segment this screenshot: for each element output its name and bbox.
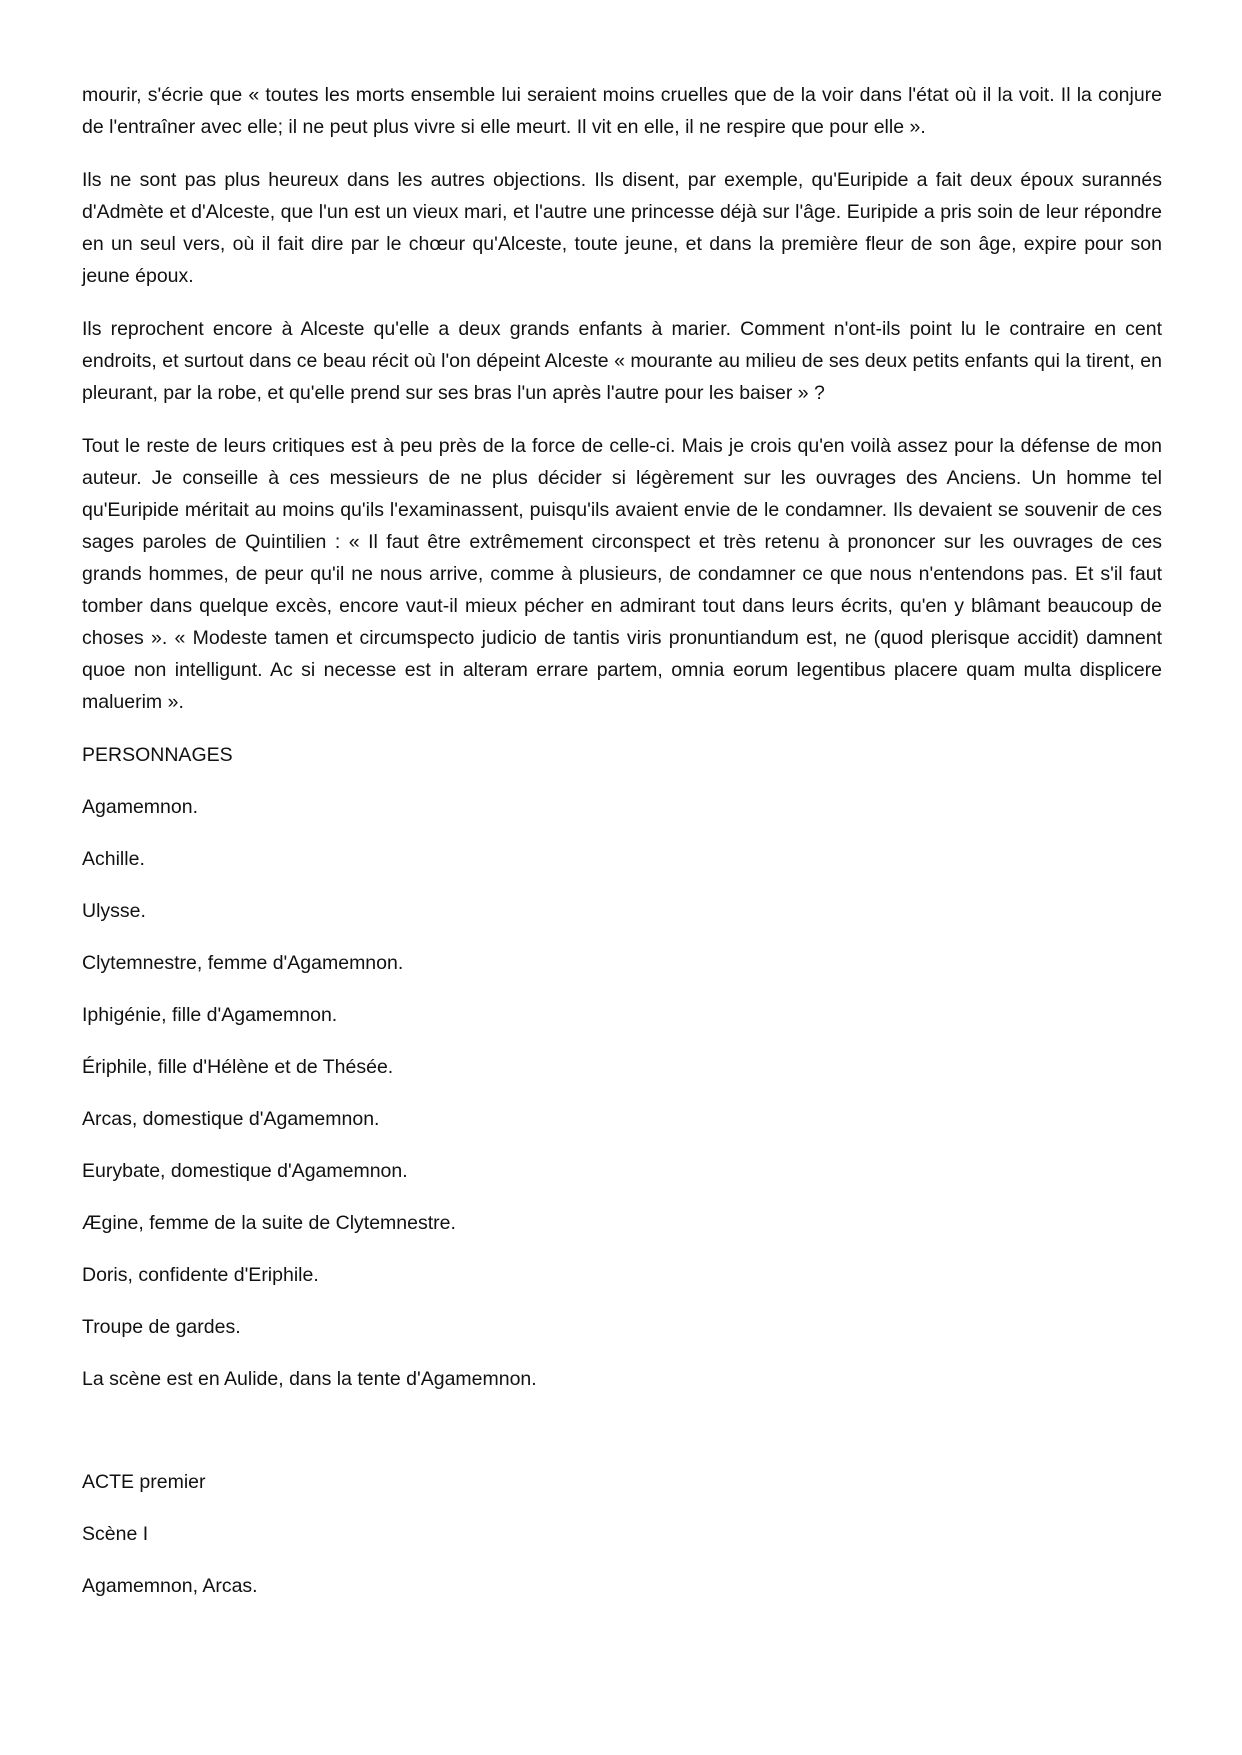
personnage-item: Troupe de gardes.: [82, 1316, 241, 1338]
personnage-item: Ulysse.: [82, 900, 146, 922]
personnages-heading: PERSONNAGES: [82, 744, 233, 766]
paragraph: Ils reprochent encore à Alceste qu'elle a deux grands enfants à marier. Comment n'ont-ils point lu le contraire en cent endroits, et surtout dans ce beau récit où l'on dépeint Alceste « mourante au milieu de ses deux petits enfants qui la tirent, en pleurant, par la robe, et qu'elle prend sur ses bras l'un après l'autre pour les baiser » ?: [82, 318, 1162, 404]
personnage-item: Agamemnon.: [82, 796, 198, 818]
personnage-item: Eurybate, domestique d'Agamemnon.: [82, 1160, 408, 1182]
page-content: [82, 79, 1162, 1622]
paragraph: Tout le reste de leurs critiques est à peu près de la force de celle-ci. Mais je crois qu'en voilà assez pour la défense de mon auteur. Je conseille à ces messieurs de ne plus décider si légèrement sur les ouvrages des Anciens. Un homme tel qu'Euripide méritait au moins qu'ils l'examinassent, puisqu'ils avaient envie de le condamner. Ils devaient se souvenir de ces sages paroles de Quintilien : « Il faut être extrêmement circonspect et très retenu à prononcer sur les ouvrages de ces grands hommes, de peur qu'il ne nous arrive, comme à plusieurs, de condamner ce que nous n'entendons pas. Et s'il faut tomber dans quelque excès, encore vaut-il mieux pécher en admirant tout dans leurs écrits, qu'en y blâmant beaucoup de choses ». « Modeste tamen et circumspecto judicio de tantis viris pronuntiandum est, ne (quod plerisque accidit) damnent quoe non intelligunt. Ac si necesse est in alteram errare partem, omnia eorum legentibus placere quam multa displicere maluerim ».: [82, 435, 1162, 713]
personnage-item: Ægine, femme de la suite de Clytemnestre.: [82, 1212, 456, 1234]
personnage-item: Arcas, domestique d'Agamemnon.: [82, 1108, 380, 1130]
personnage-item: Iphigénie, fille d'Agamemnon.: [82, 1004, 338, 1026]
personnage-item: Ériphile, fille d'Hélène et de Thésée.: [82, 1056, 394, 1078]
paragraph: Ils ne sont pas plus heureux dans les autres objections. Ils disent, par exemple, qu'Euripide a fait deux époux surannés d'Admète et d'Alceste, que l'un est un vieux mari, et l'autre une princesse déjà sur l'âge. Euripide a pris soin de leur répondre en un seul vers, où il fait dire par le chœur qu'Alceste, toute jeune, et dans la première fleur de son âge, expire pour son jeune époux.: [82, 169, 1162, 287]
scene-setting: La scène est en Aulide, dans la tente d'Agamemnon.: [82, 1368, 537, 1390]
section-gap: [82, 1415, 1162, 1466]
scene-title: Scène I: [82, 1523, 149, 1545]
act-title: ACTE premier: [82, 1471, 206, 1493]
personnage-item: Doris, confidente d'Eriphile.: [82, 1264, 319, 1286]
personnage-item: Achille.: [82, 848, 145, 870]
personnage-item: Clytemnestre, femme d'Agamemnon.: [82, 952, 404, 974]
paragraph: mourir, s'écrie que « toutes les morts ensemble lui seraient moins cruelles que de la voir dans l'état où il la voit. Il la conjure de l'entraîner avec elle; il ne peut plus vivre si elle meurt. Il vit en elle, il ne respire que pour elle ».: [82, 84, 1162, 138]
scene-characters: Agamemnon, Arcas.: [82, 1575, 258, 1597]
